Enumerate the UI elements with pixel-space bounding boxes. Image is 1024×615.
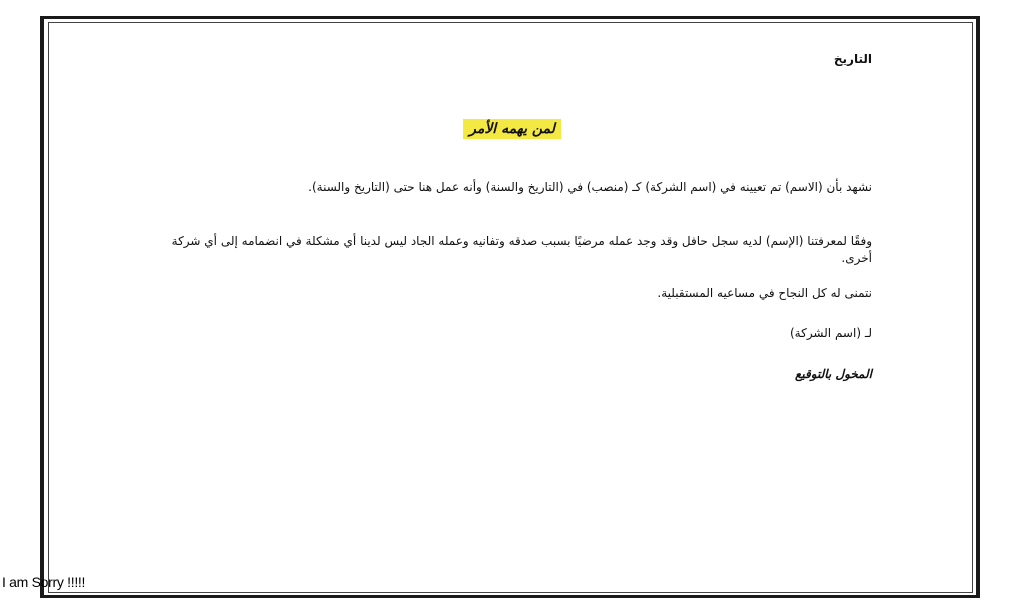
paragraph-employment: نشهد بأن (الاسم) تم تعيينه في (اسم الشركة) كـ (منصب) في (التاريخ والسنة) وأنه عمل هنا حتى (التاريخ والسنة). [308,180,872,194]
signature-label: المخول بالتوقيع [795,367,872,381]
company-line: لـ (اسم الشركة) [789,326,872,340]
letter-body [152,19,872,595]
heading-container [152,119,872,139]
document-page [40,16,980,598]
overlay-caption: I am Sorry !!!!! [2,574,86,590]
paragraph-record: وفقًا لمعرفتنا (الإسم) لديه سجل حافل وقد وجد عمله مرضيًا بسبب صدقه وتفانيه وعمله الجاد ليس لدينا أي مشكلة في انضمامه إلى أي شركة أخرى. [171,234,872,265]
paragraph-wishes: نتمنى له كل النجاح في مساعيه المستقبلية. [657,286,872,300]
date-label: التاريخ [833,52,872,66]
letter-heading: لمن يهمه الأمر [463,119,561,139]
